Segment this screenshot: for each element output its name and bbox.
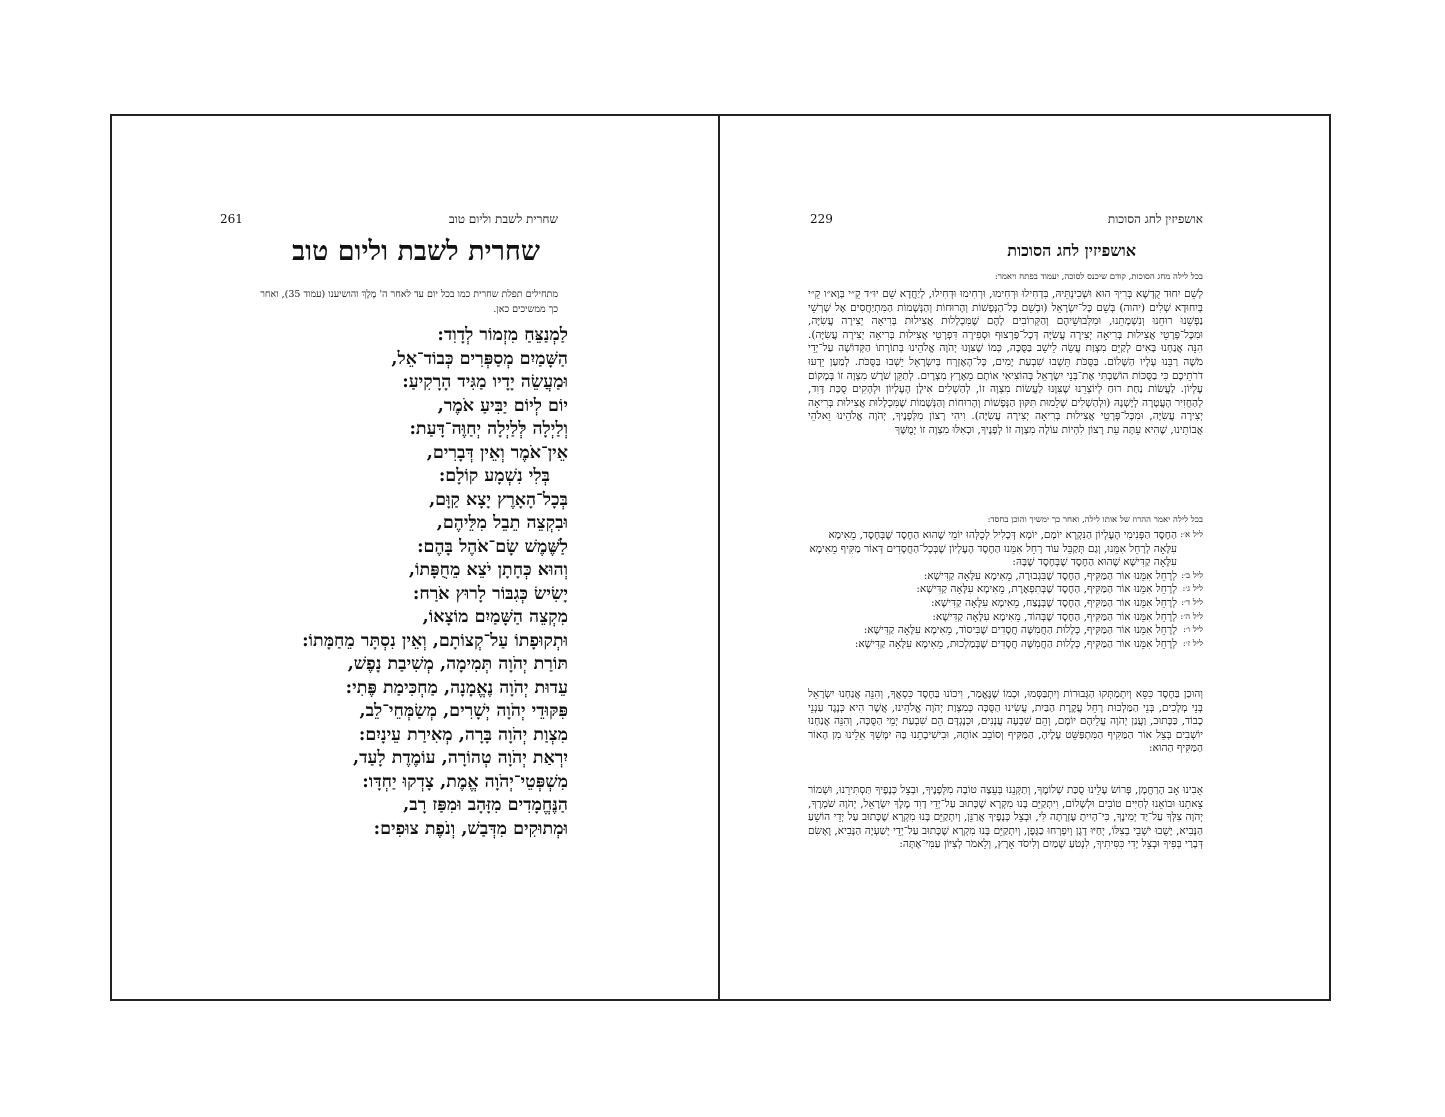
- page-number: 261: [220, 212, 243, 226]
- psalm-line: יָשִׂישׂ כְּגִבּוֹר לָרוּץ אֹרַח:: [412, 583, 568, 604]
- list-item: [808, 624, 1203, 638]
- running-head: [720, 212, 1331, 232]
- night-label: ליל ז׳:: [1182, 638, 1203, 649]
- list-item: [808, 529, 1203, 570]
- left-page: [112, 116, 716, 999]
- psalm-line: הַנֶּחֱמָדִים מִזָּהָב וּמִפַּז רָב,: [403, 795, 568, 815]
- psalm-line: מִצְוַת יְהֹוָה בָּרָה, מְאִירַת עֵינָיִם:: [358, 724, 568, 745]
- book-spread: [110, 114, 1331, 1001]
- psalm-line: וּמְתוּקִים מִדְּבַשׁ, וְנֹפֶת צוּפִים:: [373, 818, 568, 839]
- psalm-line: וּבִקְצֵה תֵבֵל מִלֵּיהֶם,: [436, 513, 568, 533]
- psalm-line: וְהוּא כְּחָתָן יֹצֵא מֵחֻפָּתוֹ,: [408, 560, 568, 580]
- list-item: [808, 638, 1203, 652]
- night-label: ליל ד׳:: [1181, 597, 1203, 608]
- psalm-line: מִקְצֵה הַשָּׁמַיִם מוֹצָאוֹ,: [422, 607, 568, 627]
- psalm-line: יוֹם לְיוֹם יַבִּיעַ אֹמֶר,: [437, 395, 568, 416]
- night-text: לְרָחֵל אִמֵּנוּ אוֹר הַמַּקִּיף, הַחֶסֶד שֶׁבְּתִפְאֶרֶת, מֵאִימָא עִלָּאָה קַדִּישָׁא:: [916, 583, 1177, 596]
- night-text: לְרָחֵל אִמֵּנוּ אוֹר הַמַּקִּיף, כְּלָלוּת הַחֲמִשָּׁה חֲסָדִים שֶׁבִּיסוֹד, מֵאִימָא עִלָּאָה קַדִּישָׁא:: [863, 624, 1177, 637]
- psalm-line: בְּכָל־הָאָרֶץ יָצָא קַוָּם,: [429, 489, 568, 510]
- psalm-line: וְלַיְלָה לְּלַיְלָה יְחַוֶּה־דָּעַת:: [409, 419, 568, 439]
- instruction-text: בכל לילה יאמר ההרוז של אותו לילה, ואחר כך ימשיך והוכן בחסד:: [987, 515, 1203, 525]
- running-head: [112, 212, 716, 232]
- night-label: ליל א׳:: [1180, 530, 1203, 540]
- psalm-line: לַשֶּׁמֶשׁ שָׂם־אֹהֶל בָּהֶם:: [417, 536, 568, 557]
- night-text: לְרָחֵל אִמֵּנוּ אוֹר הַמַּקִּיף, הַחֶסֶד שֶׁבְּנֶצַח, מֵאִימָא עִלָּאָה קַדִּישָׁא:: [930, 596, 1177, 609]
- psalm-line: וּתְקוּפָתוֹ עַל־קְצוֹתָם, וְאֵין נִסְתָּר מֵחַמָּתוֹ:: [302, 630, 568, 651]
- night-text: לְרָחֵל אִמֵּנוּ אוֹר הַמַּקִּיף, הַחֶסֶד שֶׁבְּהוֹד, מֵאִימָא עִלָּאָה קַדִּישָׁא:: [932, 610, 1177, 623]
- list-item: [808, 597, 1203, 611]
- page-title: שחרית לשבת וליום טוב: [292, 236, 540, 267]
- night-label: ליל ו׳:: [1183, 625, 1203, 636]
- psalm-line: הַשָּׁמַיִם מְסַפְּרִים כְּבוֹד־אֵל,: [391, 348, 568, 369]
- vehuchan-paragraph: וְהוּכַן בַּחֶסֶד כִּסֵּא וְיִתְמַתְּקוּ הַגְּבוּרוֹת וְיִתְבַּסְּמוּ, וּכְמוֹ שֶׁנֶּאֱמַר, וִיכוֹנוּ בַּחֶסֶד כִּסְאֲךָ, וְהִנֵּה אֲנַחְנוּ יִשְׂרָאֵל בְּנֵי מְלָכִים, בְּנֵי הַמַּלְכוּת רָחֵל עֲקֶרֶת הַבַּיִת, עֲשִׂינוּ הַסֻּכָּה כְּמִצְוַת יְהֹוָה אֱלֹהֵינוּ, אֲשֶׁר הִיא כְּנֶגֶד עַנְנֵי כָבוֹד, כַּכָּתוּב, וַעֲנַן יְהֹוָה עֲלֵיהֶם יוֹמָם, וְהֵם שִׁבְעָה עֲנָנִים, וּכְנֶגְדָּם הֵם שִׁבְעַת יְמֵי הַסֻּכָּה, וְהִנֵּה אֲנַחְנוּ יוֹשְׁבִים בְּצֵל אוֹר הַמַּקִּיף הַמִּתְפַּשֵּׁט עָלֶיהָ, הַמַּקִּיף וְסוֹבֵב אוֹתָהּ, וּבִישִׁיבָתֵנוּ בָּהּ יִמָּשֵׁךְ אֵלֵינוּ מִן הָאוֹר הַמַּקִּיף הַהוּא:: [808, 688, 1203, 755]
- psalm-line: פִּקּוּדֵי יְהֹוָה יְשָׁרִים, מְשַׂמְּחֵי־לֵב,: [359, 701, 568, 721]
- instruction-text: מתחילים תפלת שחרית כמו בכל יום עד לאחר ה' מֶלֶךְ והושיענו (עמוד 35), ואחר כך ממשיכים כאן.: [260, 289, 558, 315]
- running-title: שחרית לשבת וליום טוב: [448, 212, 558, 226]
- psalm-line: לַמְנַצֵּחַ מִזְמוֹר לְדָוִד:: [437, 325, 568, 345]
- list-item: [808, 583, 1203, 597]
- night-text: הַחֶסֶד הַפְּנִימִי הָעֶלְיוֹן הַנִּקְרָא יוֹמָם, יוֹמָא דְּכָלִיל לְכֻלְּהוּ יוֹמֵי שֶׁהוּא הַחֶסֶד שֶׁבְּחֶסֶד, מֵאִימָא עִלָּאָה לְרָחֵל אִמֵּנוּ, וְגַם תְּקַבֵּל עוֹד רָחֵל אִמֵּנוּ הַחֶסֶד הָעֶלְיוֹן שֶׁבְּכָל־הַחֲסָדִים דְּאוֹר מַקִּיף מֵאִימָא עִלָּאָה קַדִּישָׁא שֶׁהוּא הַחֶסֶד שֶׁבְּחֶסֶד שֶׁבָּהּ:: [809, 529, 1177, 569]
- psalm-line: יִרְאַת יְהֹוָה טְהוֹרָה, עוֹמֶדֶת לָעַד,: [353, 748, 568, 768]
- night-label: ליל ה׳:: [1180, 611, 1203, 622]
- list-item: [808, 570, 1203, 584]
- psalm-line: עֵדוּת יְהֹוָה נֶאֱמָנָה, מַחְכִּימַת פֶּתִי:: [345, 677, 568, 698]
- psalm-line: תּוֹרַת יְהֹוָה תְּמִימָה, מְשִׁיבַת נָפֶשׁ,: [347, 654, 568, 674]
- list-item: [808, 611, 1203, 625]
- page-title: אושפיזין לחג הסוכות: [1007, 241, 1136, 260]
- night-text: לְרָחֵל אִמֵּנוּ אוֹר הַמַּקִּיף, כְּלָלוּת הַחֲמִשָּׁה חֲסָדִים שֶׁבְּמַלְכוּת, מֵאִימָא עִלָּאָה קַדִּישָׁא:: [854, 637, 1177, 650]
- psalm-line: אֵין־אֹמֶר וְאֵין דְּבָרִים,: [426, 442, 568, 463]
- psalm-line: מִשְׁפְּטֵי־יְהֹוָה אֱמֶת, צָדְקוּ יַחְדָּו:: [362, 771, 568, 792]
- avinu-paragraph: אָבִינוּ אָב הָרַחֲמָן, פְּרוֹשׂ עָלֵינוּ סֻכַּת שְׁלוֹמֶךָ, וְתַקְּנֵנוּ בְּעֵצָה טוֹבָה מִלְּפָנֶיךָ, וּבְצֵל כְּנָפֶיךָ תַּסְתִּירֵנוּ, וּשְׁמוֹר צֵאתֵנוּ וּבוֹאֵנוּ לְחַיִּים טוֹבִים וּלְשָׁלוֹם, וִיתְקַיֵּם בָּנוּ מִקְרָא שֶׁכָּתוּב עַל־יְדֵי דָוִד מֶלֶךְ יִשְׂרָאֵל, יְהֹוָה שֹׁמְרֶךָ, יְהֹוָה צִלְּךָ עַל־יַד יְמִינֶךָ, כִּי־הָיִיתָ עֶזְרָתָה לִּי, וּבְצֵל כְּנָפֶיךָ אֲרַנֵּן, וְיִתְקַיֵּם בָּנוּ מִקְרָא שֶׁכָּתוּב עַל יְדֵי הוֹשֵׁעַ הַנָּבִיא, יָשֻׁבוּ יֹשְׁבֵי בְצִלּוֹ, יְחַיּוּ דָגָן וְיִפְרְחוּ כַגָּפֶן, וְיִתְקַיֵּם בָּנוּ מִקְרָא שֶׁכָּתוּב עַל־יְדֵי יְשַׁעְיָה הַנָּבִיא, וָאָשִׂם דְּבָרַי בְּפִיךָ וּבְצֵל יָדִי כִּסִּיתִיךָ, לִנְטֹעַ שָׁמַיִם וְלִיסֹד אָרֶץ, וְלֵאמֹר לְצִיּוֹן עַמִּי־אָתָּה:: [808, 784, 1203, 851]
- page-number: 229: [810, 212, 833, 226]
- running-title: אושפיזין לחג הסוכות: [1107, 212, 1203, 226]
- psalm-text: [228, 324, 568, 841]
- instruction-text: בכל לילה מחג הסוכות, קודם שיכנס לסוכה, יעמוד בפתח ויאמר:: [994, 272, 1203, 282]
- nights-list: [808, 529, 1203, 651]
- right-page: [720, 116, 1331, 999]
- leshem-yichud-paragraph: לְשֵׁם יִחוּד קֻדְשָׁא בְּרִיךְ הוּא וּשְׁכִינְתֵּיהּ, בִּדְחִילוּ וּרְחִימוּ, וּרְחִימוּ וּדְחִילוּ, לְיַחֲדָא שֵׁם יוּ״ד קֵ״י בְּוָא״ו קֵ״י בְּיִחוּדָא שְׁלִים (יהוה) בְּשֵׁם כָּל־יִשְׂרָאֵל (וּבְשֵׁם כָּל־הַנְּפָשׁוֹת וְהָרוּחוֹת וְהַנְּשָׁמוֹת הַמִּתְיַחֲסִים אֶל שָׁרְשֵׁי נַפְשֵׁנוּ רוּחֵנוּ וְנִשְׁמָתֵנוּ, וּמִלְּבוּשֵׁיהֶם וְהַקְּרוֹבִים לָהֶם שֶׁמִּכְלָלוּת אֲצִילוּת בְּרִיאָה יְצִירָה עֲשִׂיָּה, וּמִכָּל־פְּרָטֵי אֲצִילוּת בְּרִיאָה יְצִירָה עֲשִׂיָּה דְּכָל־פַּרְצוּף וּסְפִירָה דִּפְרָטֵי אֲצִילוּת בְּרִיאָה יְצִירָה עֲשִׂיָּה). הִנֵּה אֲנַחְנוּ בָּאִים לְקַיֵּם מִצְוַת עֲשֵׂה לֵישֵׁב בַּסֻּכָּה, כְּמוֹ שֶׁצִּוָּנוּ יְהֹוָה אֱלֹהֵינוּ בְּתוֹרָתוֹ הַקְּדוֹשָׁה עַל־יְדֵי מֹשֶׁה רַבֵּנוּ עָלָיו הַשָּׁלוֹם. בַּסֻּכֹּת תֵּשְׁבוּ שִׁבְעַת יָמִים, כָּל־הָאֶזְרָח בְּיִשְׂרָאֵל יֵשְׁבוּ בַּסֻּכֹּת. לְמַעַן יֵדְעוּ דֹרֹתֵיכֶם כִּי בַסֻּכּוֹת הוֹשַׁבְתִּי אֶת־בְּנֵי יִשְׂרָאֵל בְּהוֹצִיאִי אוֹתָם מֵאֶרֶץ מִצְרָיִם. לְתַקֵּן שֹׁרֶשׁ מִצְוָה זוֹ בְּמָקוֹם עֶלְיוֹן. לַעֲשׂוֹת נַחַת רוּחַ לְיוֹצְרֵנוּ שֶׁצִּוָּנוּ לַעֲשׂוֹת מִצְוָה זוֹ, לְהַשְׁלִים אִילָן הָעֶלְיוֹן וּלְהָקִים סֻכַּת דָּוִד, לְהַחֲזִיר הָעֲטָרָה לְיָשְׁנָהּ (וּלְהַשְׁלִים שְׁלֵמוּת תִּקּוּן הַנְּפָשׁוֹת וְהָרוּחוֹת וְהַנְּשָׁמוֹת שֶׁמִּכְלָלוּת אֲצִילוּת בְּרִיאָה יְצִירָה עֲשִׂיָּה, וּמִכָּל־פְּרָטֵי אֲצִילוּת בְּרִיאָה יְצִירָה עֲשִׂיָּה). וִיהִי רָצוֹן מִלְּפָנֶיךָ, יְהֹוָה אֱלֹהֵינוּ וֵאלֹהֵי אֲבוֹתֵינוּ, שֶׁהִיא עֵתָּה עֵת רָצוֹן לִהְיוֹת עוֹלָה מִצְוָה זוֹ לְפָנֶיךָ, וּכְאִלּוּ מִצְוָה זוֹ יְמֻשָּׁךְ: [808, 288, 1203, 436]
- night-label: ליל ג׳:: [1182, 584, 1203, 595]
- night-label: ליל ב׳:: [1181, 570, 1203, 581]
- night-text: לְרָחֵל אִמֵּנוּ אוֹר הַמַּקִּיף, הַחֶסֶד שֶׁבִּגְבוּרָה, מֵאִימָא עִלָּאָה קַדִּישָׁא:: [923, 569, 1177, 582]
- psalm-line: בְּלִי נִשְׁמָע קוֹלָם:: [438, 466, 550, 486]
- psalm-line: וּמַעֲשֵׂה יָדָיו מַגִּיד הָרָקִיעַ:: [402, 372, 568, 392]
